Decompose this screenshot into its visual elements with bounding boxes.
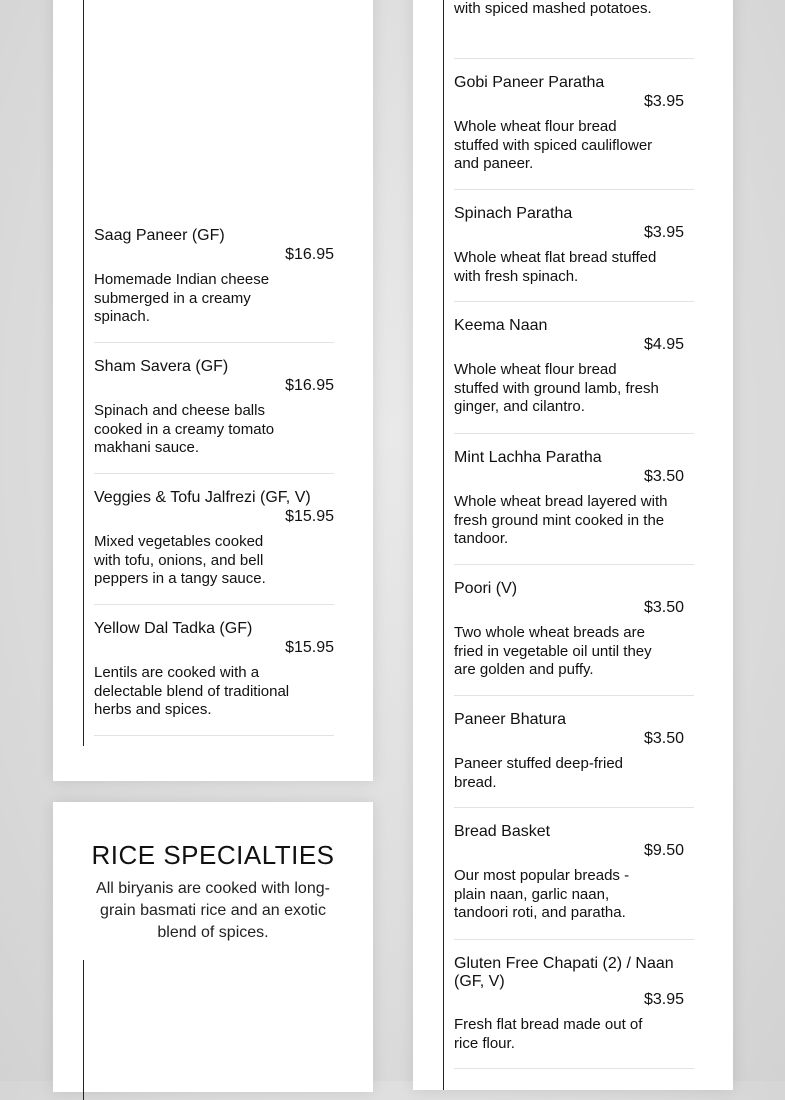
menu-item-poori bbox=[454, 580, 694, 700]
menu-item-description: Whole wheat flour bread stuffed with ground lamb, fresh ginger, and cilantro. bbox=[454, 361, 659, 415]
item-divider bbox=[454, 301, 694, 302]
menu-item-description-partial: with spiced mashed potatoes. bbox=[454, 0, 652, 17]
item-divider bbox=[454, 1068, 694, 1069]
menu-item-sham-savera bbox=[94, 358, 334, 478]
menu-item-price: $9.50 bbox=[643, 842, 684, 859]
menu-item-description: Two whole wheat breads are fried in vegetable oil until they are golden and puffy. bbox=[454, 624, 652, 678]
menu-item-description: Fresh flat bread made out of rice flour. bbox=[454, 1016, 643, 1052]
menu-item-name: Yellow Dal Tadka (GF) bbox=[94, 620, 253, 637]
card-right-rule bbox=[443, 0, 444, 1090]
menu-item-price: $16.95 bbox=[285, 246, 334, 263]
item-divider bbox=[454, 564, 694, 565]
menu-item-keema-naan bbox=[454, 317, 694, 437]
menu-item-name: Bread Basket bbox=[454, 823, 551, 840]
menu-item-description: Spinach and cheese balls cooked in a creamy tomato makhani sauce. bbox=[94, 402, 275, 456]
menu-item-saag-paneer bbox=[94, 227, 334, 347]
menu-item-price: $15.95 bbox=[285, 639, 334, 656]
menu-item-price: $16.95 bbox=[285, 377, 334, 394]
item-divider bbox=[454, 58, 694, 59]
rice-specialties-card bbox=[53, 802, 373, 1092]
menu-item-gobi-paneer-paratha bbox=[454, 74, 694, 194]
menu-item-description: Lentils are cooked with a delectable blend of traditional herbs and spices. bbox=[94, 664, 290, 718]
menu-item-name: Keema Naan bbox=[454, 317, 548, 334]
menu-card-left bbox=[53, 0, 373, 781]
menu-item-description: Homemade Indian cheese submerged in a creamy spinach. bbox=[94, 271, 270, 325]
item-divider bbox=[454, 695, 694, 696]
menu-item-spinach-paratha bbox=[454, 205, 694, 305]
menu-item-name: Gobi Paneer Paratha bbox=[454, 74, 605, 91]
menu-item-name: Mint Lachha Paratha bbox=[454, 449, 602, 466]
menu-item-name: Spinach Paratha bbox=[454, 205, 573, 222]
menu-item-mint-lachha-paratha bbox=[454, 449, 694, 569]
menu-item-price: $3.95 bbox=[643, 93, 684, 110]
menu-item-gluten-free-chapati bbox=[454, 955, 694, 1075]
menu-item-price: $3.50 bbox=[643, 730, 684, 747]
menu-item-name: Veggies & Tofu Jalfrezi (GF, V) bbox=[94, 489, 311, 506]
menu-item-paneer-bhatura bbox=[454, 711, 694, 811]
menu-item-description: Whole wheat flat bread stuffed with fresh spinach. bbox=[454, 249, 657, 285]
menu-item-description: Our most popular breads - plain naan, garlic naan, tandoori roti, and paratha. bbox=[454, 867, 630, 921]
menu-item-price: $15.95 bbox=[285, 508, 334, 525]
menu-item-name: Paneer Bhatura bbox=[454, 711, 567, 728]
section-subtitle: All biryanis are cooked with long-grain basmati rice and an exotic blend of spices. bbox=[96, 880, 330, 941]
menu-item-price: $3.95 bbox=[643, 991, 684, 1008]
menu-item-name: Poori (V) bbox=[454, 580, 518, 597]
item-divider bbox=[454, 433, 694, 434]
menu-item-description: Whole wheat flour bread stuffed with spiced cauliflower and paneer. bbox=[454, 118, 653, 172]
item-divider bbox=[94, 473, 334, 474]
menu-item-name: Sham Savera (GF) bbox=[94, 358, 229, 375]
card-rice-rule bbox=[83, 960, 84, 1100]
item-divider bbox=[94, 342, 334, 343]
menu-item-veggies-tofu-jalfrezi bbox=[94, 489, 334, 609]
menu-card-right bbox=[413, 0, 733, 1090]
item-divider bbox=[454, 807, 694, 808]
menu-item-price: $4.95 bbox=[643, 336, 684, 353]
item-divider bbox=[454, 189, 694, 190]
menu-item-bread-basket bbox=[454, 823, 694, 943]
card-left-rule bbox=[83, 0, 84, 746]
section-title: RICE SPECIALTIES bbox=[91, 840, 335, 870]
menu-item-description: Whole wheat bread layered with fresh ground mint cooked in the tandoor. bbox=[454, 493, 668, 547]
menu-item-price: $3.50 bbox=[643, 599, 684, 616]
menu-item-name: Gluten Free Chapati (2) / Naan (GF, V) bbox=[454, 955, 674, 990]
menu-item-price: $3.95 bbox=[643, 224, 684, 241]
menu-item-yellow-dal-tadka bbox=[94, 620, 334, 740]
menu-item-name: Saag Paneer (GF) bbox=[94, 227, 225, 244]
item-divider bbox=[454, 939, 694, 940]
menu-item-description: Paneer stuffed deep-fried bread. bbox=[454, 755, 624, 791]
menu-item-description: Mixed vegetables cooked with tofu, onions, and bell peppers in a tangy sauce. bbox=[94, 533, 266, 587]
menu-item-price: $3.50 bbox=[643, 468, 684, 485]
item-divider bbox=[94, 604, 334, 605]
item-divider bbox=[94, 735, 334, 736]
